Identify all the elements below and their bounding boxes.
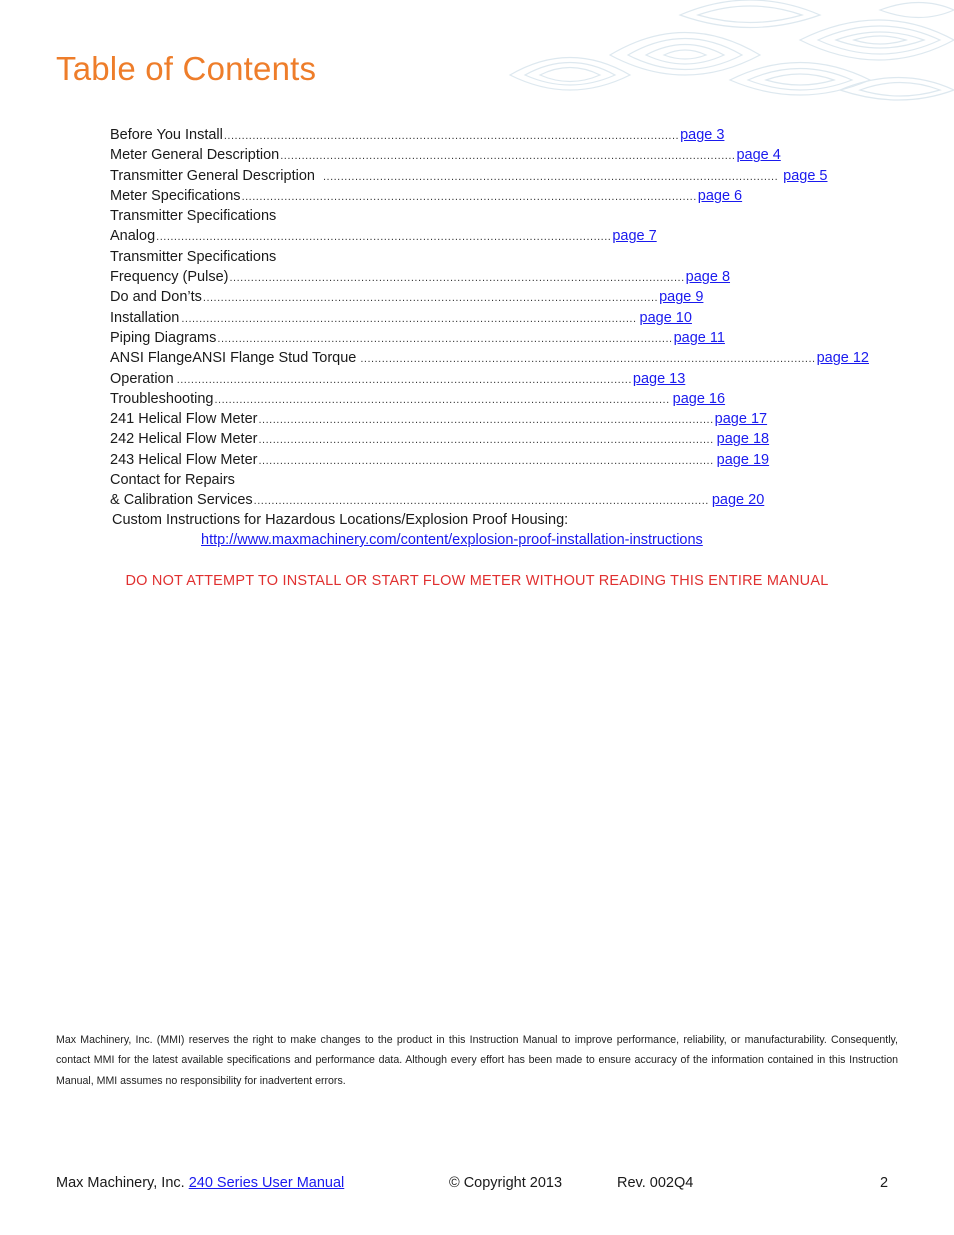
toc-entry-label: Meter General Description (110, 147, 280, 164)
footer-manual-link[interactable]: 240 Series User Manual (188, 1175, 345, 1191)
toc-entry[interactable] (110, 289, 704, 309)
footer-company-manual (56, 1175, 344, 1191)
toc-entry-label: Transmitter General Description (110, 167, 315, 184)
toc-page-link[interactable]: page 8 (685, 269, 731, 286)
leader-dots: ................................................................................................................................ (258, 454, 714, 467)
leader-dots: ................................................................................................................................ (360, 353, 816, 366)
leader-dots: ................................................................................................................................ (181, 312, 637, 325)
toc-entry[interactable] (110, 228, 657, 248)
toc-entry[interactable] (110, 451, 770, 472)
toc-entry-label: Troubleshooting (110, 390, 214, 407)
leader-dots: ................................................................................................................................ (176, 373, 632, 386)
toc-page-link[interactable]: page 19 (716, 451, 770, 468)
leader-dots: ................................................................................................................................ (280, 150, 736, 163)
table-of-contents (110, 127, 869, 513)
toc-entry-label: Before You Install (110, 127, 223, 143)
toc-entry[interactable] (110, 350, 869, 370)
toc-page-link[interactable]: page 6 (697, 187, 743, 204)
toc-page-link[interactable]: page 7 (612, 228, 657, 245)
toc-entry[interactable] (110, 187, 743, 208)
toc-entry[interactable] (110, 167, 828, 188)
toc-page-link[interactable]: page 11 (673, 329, 725, 346)
toc-section-heading (110, 249, 535, 269)
footer-company: Max Machinery, Inc. (56, 1175, 185, 1191)
leader-dots: ................................................................................................................................ (258, 434, 714, 447)
decorative-wave-pattern (500, 0, 954, 110)
toc-section-heading (110, 208, 535, 228)
toc-page-link[interactable]: page 4 (736, 147, 781, 164)
toc-page-link[interactable]: page 17 (714, 411, 768, 428)
footer-revision: Rev. 002Q4 (617, 1175, 694, 1191)
toc-entry-label: Do and Don’ts (110, 289, 202, 306)
toc-page-link[interactable]: page 9 (659, 289, 704, 306)
toc-section-heading (110, 472, 535, 492)
toc-entry-label: Transmitter Specifications (110, 248, 277, 265)
footer-page-number: 2 (880, 1175, 889, 1191)
toc-page-link[interactable]: page 3 (680, 127, 725, 143)
toc-page-link[interactable]: page 10 (639, 309, 692, 326)
toc-entry-label: Contact for Repairs (110, 472, 235, 489)
toc-entry-label: 242 Helical Flow Meter (110, 431, 258, 448)
toc-page-link[interactable]: page 16 (672, 390, 726, 407)
leader-dots: ................................................................................................................................ (241, 190, 697, 203)
toc-entry[interactable] (110, 370, 686, 391)
toc-entry[interactable] (110, 411, 768, 431)
leader-dots: ................................................................................................................................ (253, 495, 709, 508)
leader-dots: ................................................................................................................................ (322, 170, 779, 183)
footer-copyright: © Copyright 2013 (449, 1175, 563, 1191)
leader-dots: ................................................................................................................................ (202, 292, 659, 305)
warning-notice: DO NOT ATTEMPT TO INSTALL OR START FLOW METER WITHOUT READING THIS ENTIRE MANUAL (125, 573, 829, 589)
toc-entry-label: Installation (110, 309, 180, 326)
toc-entry[interactable] (110, 329, 725, 350)
leader-dots: ................................................................................................................................ (258, 414, 714, 427)
explosion-proof-instructions-link[interactable]: http://www.maxmachinery.com/content/explosion-proof-installation-instructions (201, 532, 703, 548)
leader-dots: ................................................................................................................................ (229, 272, 685, 285)
toc-entry-label: Analog (110, 228, 156, 245)
hazardous-locations-note: Custom Instructions for Hazardous Locations/Explosion Proof Housing: (112, 512, 569, 528)
leader-dots: ................................................................................................................................ (223, 130, 680, 142)
toc-entry-label: Transmitter Specifications (110, 208, 277, 225)
toc-entry[interactable] (110, 309, 692, 330)
leader-dots: ................................................................................................................................ (217, 332, 673, 345)
toc-page-link[interactable]: page 12 (816, 350, 869, 367)
toc-entry[interactable] (110, 269, 731, 289)
toc-entry-label: Operation (110, 370, 174, 387)
toc-page-link[interactable]: page 20 (711, 492, 765, 509)
toc-page-link[interactable]: page 13 (632, 370, 686, 387)
toc-entry-label: ANSI FlangeANSI Flange Stud Torque (110, 350, 357, 367)
disclaimer-text: Max Machinery, Inc. (MMI) reserves the right to make changes to the product in this Instruction Manual to improve performance, reliability, or manufacturability. Consequently, contact MMI for the latest available specifications and performance data. Although every effort has been made to ensure accuracy of the information contained in this Instruction Manual, MMI assumes no responsibility for inadvertent errors. (56, 1033, 898, 1087)
toc-entry-label: 243 Helical Flow Meter (110, 451, 258, 468)
toc-entry[interactable] (110, 492, 765, 512)
leader-dots: ................................................................................................................................ (156, 231, 612, 244)
toc-entry-label: Frequency (Pulse) (110, 269, 229, 286)
toc-page-link[interactable]: page 5 (783, 167, 828, 184)
toc-entry[interactable] (110, 147, 781, 167)
toc-page-link[interactable]: page 18 (716, 431, 770, 448)
toc-entry-label: Meter Specifications (110, 187, 241, 204)
toc-entry-label: & Calibration Services (110, 492, 253, 509)
toc-entry[interactable] (110, 127, 725, 147)
page-title: Table of Contents (56, 50, 317, 87)
toc-entry[interactable] (110, 390, 726, 411)
toc-entry[interactable] (110, 431, 770, 451)
leader-dots: ................................................................................................................................ (214, 393, 670, 406)
toc-entry-label: Piping Diagrams (110, 329, 217, 346)
toc-entry-label: 241 Helical Flow Meter (110, 411, 258, 428)
